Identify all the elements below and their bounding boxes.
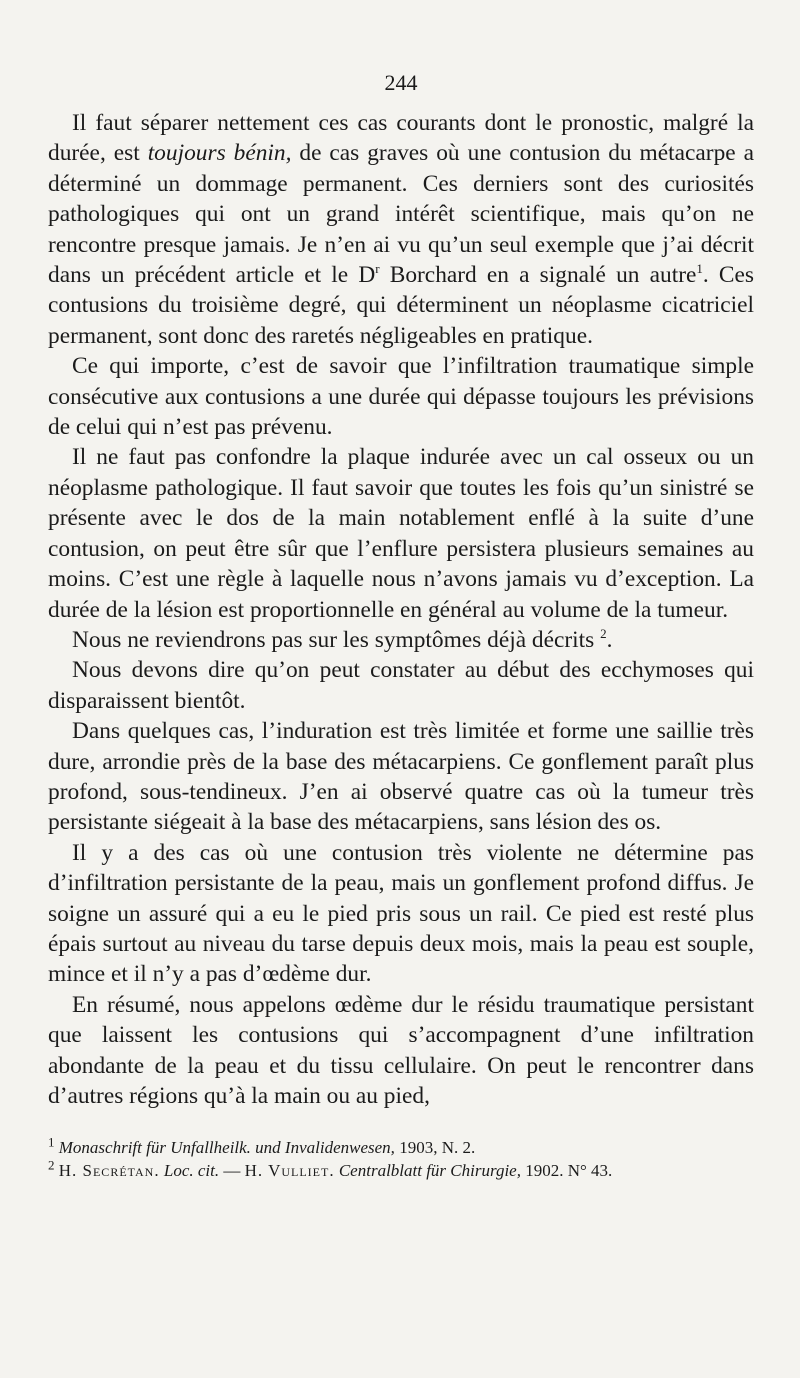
paragraph-4 (48, 625, 754, 655)
footnote-2 (48, 1157, 754, 1182)
paragraph-3: Il ne faut pas confondre la plaque indurée avec un cal osseux ou un néoplasme pathologique. Il faut savoir que toutes les fois qu’un sinistré se présente avec le dos de la main notablement enflé à la suite d’une contusion, on peut être sûr que l’enflure persistera plusieurs semaines au moins. C’est une règle à laquelle nous n’avons jamais vu d’exception. La durée de la lésion est proportionnelle en général au volume de la tumeur. (48, 444, 754, 623)
citation-details: 1903, N. 2. (394, 1138, 476, 1158)
paragraph-6: Dans quelques cas, l’induration est très limitée et forme une saillie très dure, arrondie près de la base des métacarpiens. Ce gonflement paraît plus profond, sous-tendineux. J’en ai observé quatre cas où la tumeur très persistante siégeait à la base des métacarpiens, sans lésion des os. (48, 718, 754, 836)
paragraph-2: Ce qui importe, c’est de savoir que l’infiltration traumatique simple consécutive aux contusions a une durée qui dépasse toujours les prévisions de celui qui n’est pas prévenu. (48, 353, 754, 441)
footnote-1 (48, 1134, 754, 1159)
citation-details: 1902. N° 43. (520, 1161, 613, 1181)
body-text (48, 108, 754, 1111)
text-run: Borchard en a signalé un autre (379, 262, 697, 289)
paragraph-1 (48, 108, 754, 351)
footnote-marker: 2 (48, 1157, 55, 1173)
footnote-marker: 1 (48, 1134, 55, 1150)
footnote-ref-1[interactable]: 1 (696, 261, 703, 277)
paragraph-8: En résumé, nous appelons œdème dur le résidu traumatique persistant que laissent les contusions qui s’accompagnent d’une infiltration abondante de la peau et du tissu cellulaire. On peut le rencontrer dans d’autres régions qu’à la main ou au pied, (48, 991, 754, 1109)
text-run: de cas graves où une contusion du métacarpe a déterminé un dommage permanent. Ces derniers sont des curiosités pathologiques qui ont un grand intérêt scientifique, mais qu’on ne rencontre presque jamais. Je n’en ai vu qu’un seul exemple que j’ai décrit dans un précédent article et le D (48, 140, 754, 289)
text-run: . (606, 626, 613, 653)
text-run: Il faut séparer nettement ces cas courants dont le pronostic, malgré la durée, est (48, 110, 754, 167)
paragraph-5: Nous devons dire qu’on peut constater au début des ecchymoses qui disparaissent bientôt. (48, 657, 754, 714)
journal-title: Centralblatt für Chirurgie, (334, 1161, 521, 1181)
paragraph-7: Il y a des cas où une contusion très violente ne détermine pas d’infiltration persistante de la peau, mais un gonflement profond diffus. Je soigne un assuré qui a eu le pied pris sous un rail. Ce pied est resté plus épais surtout au niveau du tarse depuis deux mois, mais la peau est souple, mince et il n’y a pas d’œdème dur. (48, 839, 754, 988)
journal-title: Monaschrift für Unfallheilk. und Invalidenwesen, (58, 1138, 395, 1158)
author-name: H. Vulliet. (244, 1161, 335, 1181)
text-run: Nous ne reviendrons pas sur les symptômes déjà décrits (72, 626, 601, 653)
page-number: 244 (384, 70, 418, 95)
text-run: . Ces contusions du troisième degré, qui déterminent un néoplasme cicatriciel permanent, sont donc des raretés négligeables en pratique. (48, 262, 754, 349)
author-name: H. Secrétan. (58, 1161, 160, 1181)
footnote-ref-2[interactable]: 2 (600, 626, 607, 642)
italic-emphasis: toujours bénin, (147, 140, 292, 167)
separator-dash: — (219, 1161, 245, 1181)
citation-abbrev: Loc. cit. (159, 1161, 220, 1181)
title-abbrev-superscript: r (375, 261, 380, 277)
footnotes (48, 1134, 754, 1182)
